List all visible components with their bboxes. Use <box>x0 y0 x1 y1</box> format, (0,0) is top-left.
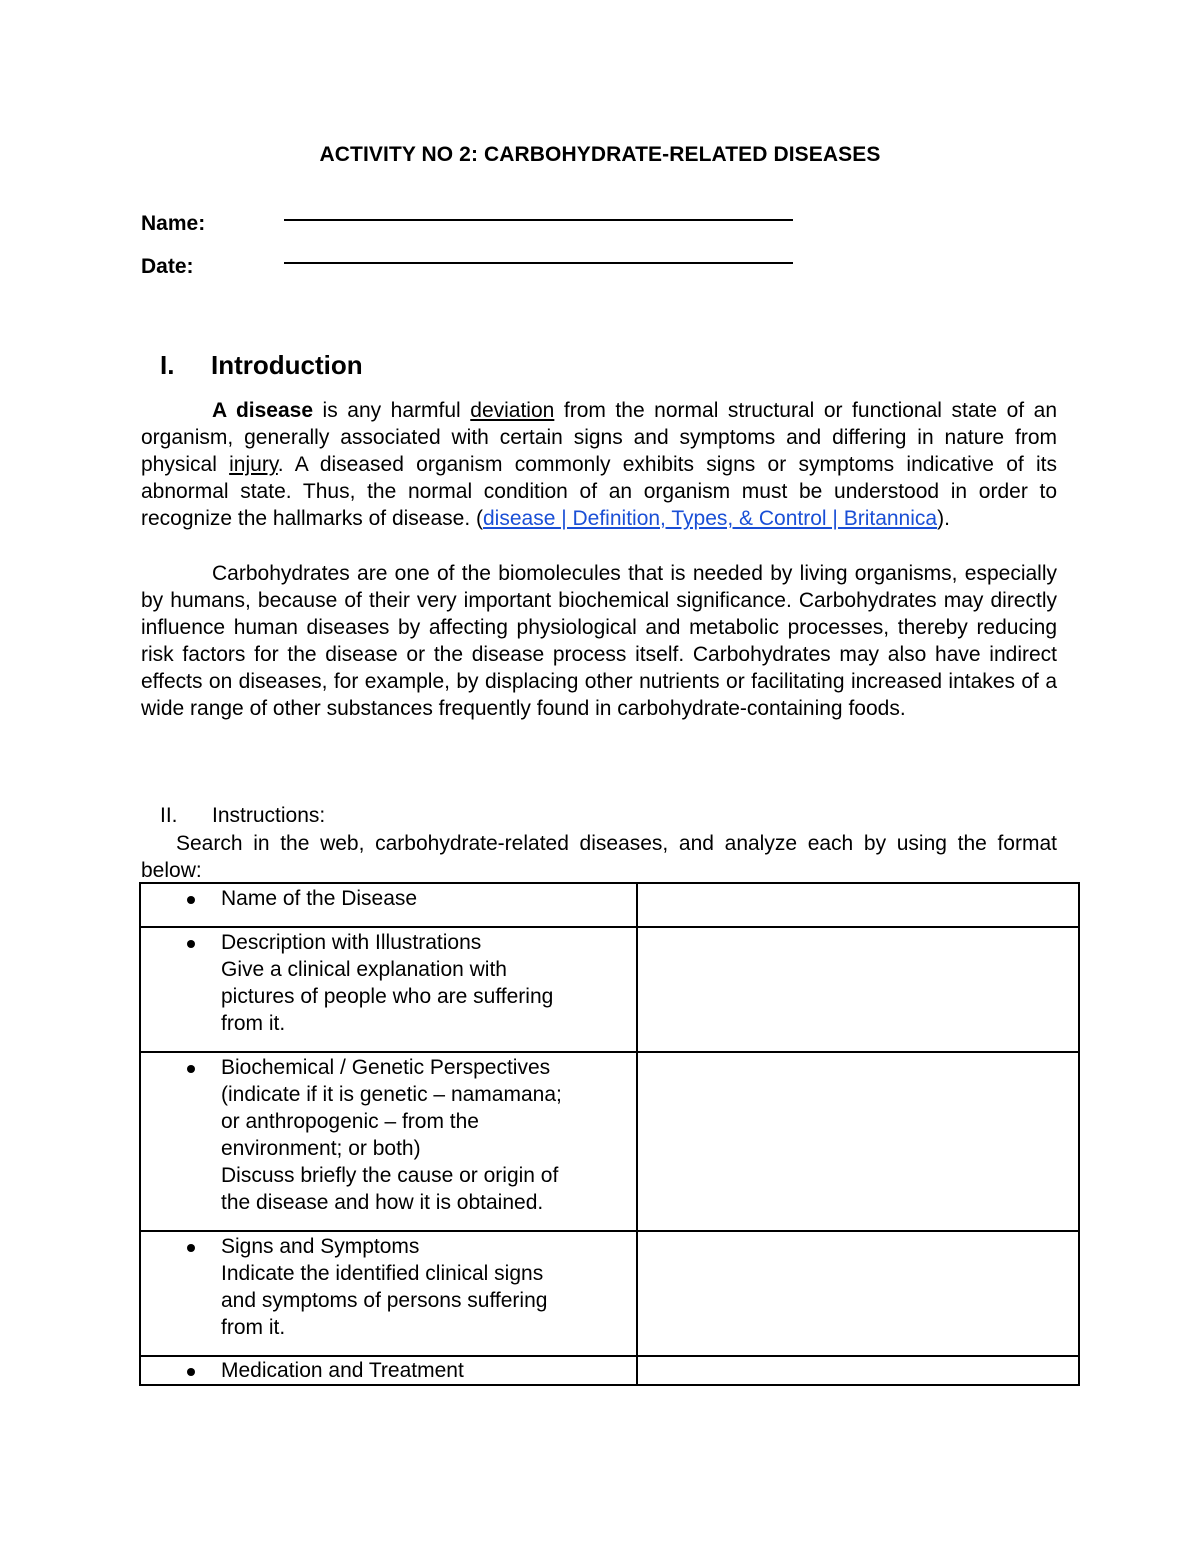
table-row <box>140 927 1079 1052</box>
section-instructions-title: Instructions: <box>212 804 326 827</box>
bullet-icon <box>187 1065 195 1073</box>
bullet-icon <box>187 940 195 948</box>
table-row <box>140 883 1079 927</box>
date-field <box>141 255 281 279</box>
intro-text-a: is any harmful <box>313 399 471 422</box>
row-label-line: Biochemical / Genetic Perspectives <box>221 1056 551 1079</box>
row-label-line: Description with Illustrations <box>221 931 482 954</box>
date-blank-line <box>284 262 793 264</box>
table-cell-label <box>140 1052 637 1231</box>
table-cell-label <box>140 1231 637 1356</box>
row-description-line: (indicate if it is genetic – namamana; <box>221 1083 562 1106</box>
table-cell-answer[interactable] <box>637 883 1079 927</box>
section-intro-title: Introduction <box>211 350 363 380</box>
section-instructions-heading <box>160 804 325 828</box>
analysis-format-table <box>139 882 1080 1386</box>
table-row <box>140 1231 1079 1356</box>
row-label-line: Medication and Treatment <box>221 1359 464 1382</box>
row-label-line: Name of the Disease <box>221 887 418 910</box>
intro-paragraph-2 <box>141 560 1057 722</box>
row-description-line: Discuss briefly the cause or origin of <box>221 1164 559 1187</box>
row-description-line: Indicate the identified clinical signs <box>221 1262 544 1285</box>
intro-paragraph-1 <box>141 397 1057 532</box>
britannica-link[interactable]: disease | Definition, Types, & Control | Britannica <box>483 507 938 530</box>
instructions-text: Search in the web, carbohydrate-related diseases, and analyze each by using the format below: <box>141 832 1057 882</box>
section-intro-number: I. <box>160 350 175 380</box>
disease-term: A disease <box>212 399 313 422</box>
table-cell-label <box>140 1356 637 1385</box>
row-description-line: or anthropogenic – from the <box>221 1110 479 1133</box>
date-label: Date: <box>141 255 194 278</box>
row-description-line: Give a clinical explanation with <box>221 958 507 981</box>
intro-p2-text: Carbohydrates are one of the biomolecules that is needed by living organisms, especially by humans, because of their very important biochemical significance. Carbohydrates may directly influence human diseases by affecting physiological and metabolic processes, thereby reducing risk factors for the disease or the disease process itself. Carbohydrates may also have indirect effects on diseases, for example, by displacing other nutrients or facilitating increased intakes of a wide range of other substances frequently found in carbohydrate-containing foods. <box>141 562 1057 720</box>
bullet-icon <box>187 1244 195 1252</box>
row-description-line: the disease and how it is obtained. <box>221 1191 544 1214</box>
table-cell-answer[interactable] <box>637 927 1079 1052</box>
name-label: Name: <box>141 212 206 235</box>
bullet-icon <box>187 1368 195 1376</box>
intro-text-c: . A diseased organism commonly exhibits signs or symptoms indicative of its abnormal state. Thus, the normal condition of an organism must be understood in order to recognize the hallmarks of disease. ( <box>141 453 1057 530</box>
intro-text-d: ). <box>937 507 950 530</box>
row-description-line: environment; or both) <box>221 1137 421 1160</box>
table-row <box>140 1052 1079 1231</box>
row-label-line: Signs and Symptoms <box>221 1235 420 1258</box>
table-cell-answer[interactable] <box>637 1356 1079 1385</box>
deviation-underline: deviation <box>470 399 555 422</box>
table-cell-label <box>140 883 637 927</box>
row-description-line: and symptoms of persons suffering <box>221 1289 548 1312</box>
table-cell-answer[interactable] <box>637 1052 1079 1231</box>
document-title: ACTIVITY NO 2: CARBOHYDRATE-RELATED DISEASES <box>319 143 881 166</box>
section-intro-heading <box>160 350 363 381</box>
table-cell-answer[interactable] <box>637 1231 1079 1356</box>
bullet-icon <box>187 896 195 904</box>
name-blank-line <box>284 219 793 221</box>
section-instructions-number: II. <box>160 804 178 827</box>
table-cell-label <box>140 927 637 1052</box>
injury-underline: injury <box>229 453 278 476</box>
table-row <box>140 1356 1079 1385</box>
row-description-line: from it. <box>221 1012 286 1035</box>
row-description-line: from it. <box>221 1316 286 1339</box>
intro-text-b: from the normal structural or functional state of an organism, generally associated with certain signs and symptoms and differing in nature from physical <box>141 399 1058 476</box>
name-field <box>141 212 281 236</box>
row-description-line: pictures of people who are suffering <box>221 985 554 1008</box>
